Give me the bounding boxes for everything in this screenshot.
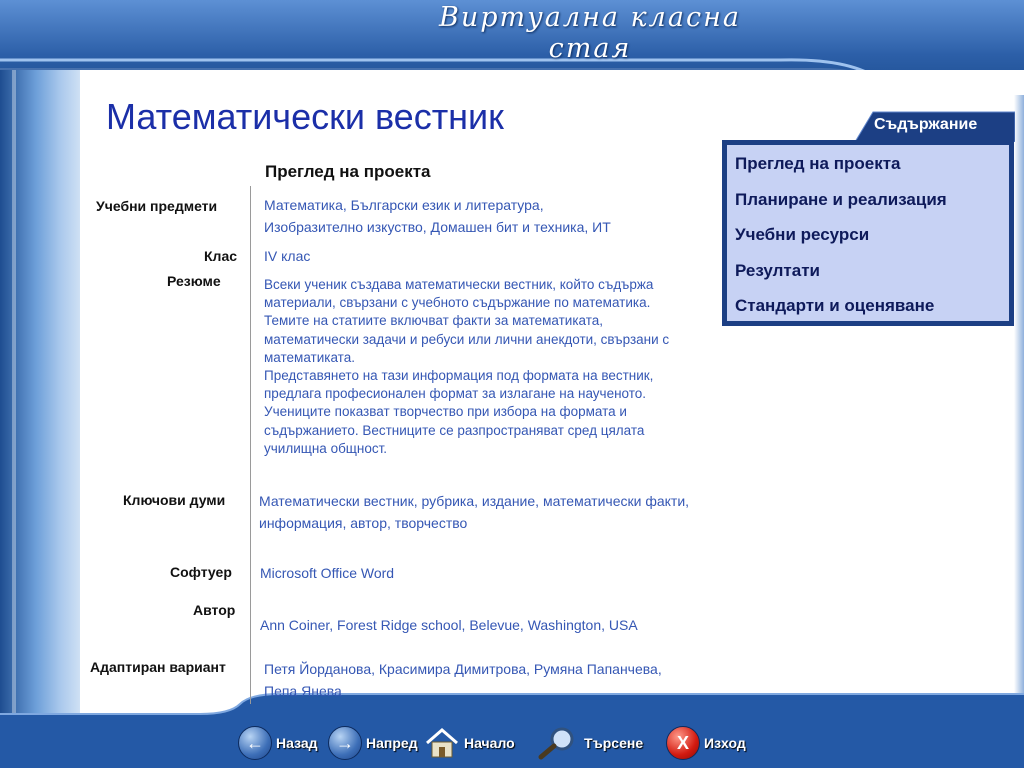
search-button[interactable] [536,725,643,761]
forward-button[interactable] [328,725,418,761]
arrow-left-icon: ← [238,726,272,760]
adapted-value [264,658,662,702]
grade-value: IV клас [264,248,311,264]
keywords-value [259,490,689,534]
close-icon: X [666,726,700,760]
keywords-label: Ключови думи [123,492,226,508]
adapted-line: Петя Йорданова, Красимира Димитрова, Румяна Папанчева, [264,661,662,677]
summary-line: училищна общност. [264,440,388,456]
exit-button[interactable] [666,725,746,761]
summary-line: съдържанието. Вестниците се разпространяват сред цялата [264,422,645,438]
toc-item-resources[interactable]: Учебни ресурси [735,225,870,244]
summary-line: математиката. [264,349,355,365]
contents-list [727,145,1009,321]
toc-item-results[interactable]: Резултати [735,260,820,280]
banner-title [420,2,760,64]
house-icon [424,726,460,760]
back-label: Назад [276,735,318,751]
contents-tab-label: Съдържание [874,116,978,133]
left-stripe [0,70,80,720]
vertical-divider [250,186,251,704]
summary-line: Всеки ученик създава математически вестник, който съдържа [264,277,654,292]
toc-item-overview[interactable]: Преглед на проекта [735,154,901,173]
toc-item-planning[interactable]: Планиране и реализация [735,189,947,209]
right-edge [1014,95,1024,715]
author-label: Автор [193,602,236,618]
summary-label: Резюме [167,273,221,289]
summary-line: математически задачи и ребуси или лични анекдоти, свързани с [264,331,670,347]
forward-label: Напред [366,735,418,751]
summary-line: предлага професионален формат за излагане на наученото. [264,386,647,402]
contents-panel [722,140,1014,326]
software-value: Microsoft Office Word [260,565,395,581]
back-button[interactable] [238,725,318,761]
keywords-line: информация, автор, творчество [259,515,468,531]
home-button[interactable] [424,725,515,761]
arrow-right-icon: → [328,726,362,760]
subjects-line: Изобразително изкуство, Домашен бит и техника, ИТ [264,219,611,235]
search-label: Търсене [584,735,644,751]
software-label: Софтуер [170,564,232,580]
page-title: Математически вестник [106,96,504,137]
keywords-line: Математически вестник, рубрика, издание, математически факти, [259,493,690,509]
toc-item-standards[interactable]: Стандарти и оценяване [735,296,935,315]
exit-label: Изход [704,735,746,751]
summary-line: Представянето на тази информация под формата на вестник, [264,368,654,384]
summary-line: Учениците показват творчество при избора на формата и [264,404,627,420]
adapted-line: Пепа Янева [264,683,342,699]
grade-label: Клас [204,248,238,264]
subjects-label: Учебни предмети [96,198,218,214]
subjects-line: Математика, Български език и литература, [264,197,544,213]
banner-title-text: Виртуална класна стая [439,2,741,64]
section-title: Преглед на проекта [265,162,431,181]
home-label: Начало [464,735,515,751]
adapted-label: Адаптиран вариант [90,659,226,675]
summary-value [264,276,669,458]
magnifier-icon [536,726,580,760]
subjects-value [264,194,611,238]
author-value: Ann Coiner, Forest Ridge school, Belevue, Washington, USA [260,617,638,633]
summary-line: Темите на статиите включват факти за математиката, [264,313,604,329]
summary-line: материали, свързани с учебното съдържание по математика. [264,295,651,311]
